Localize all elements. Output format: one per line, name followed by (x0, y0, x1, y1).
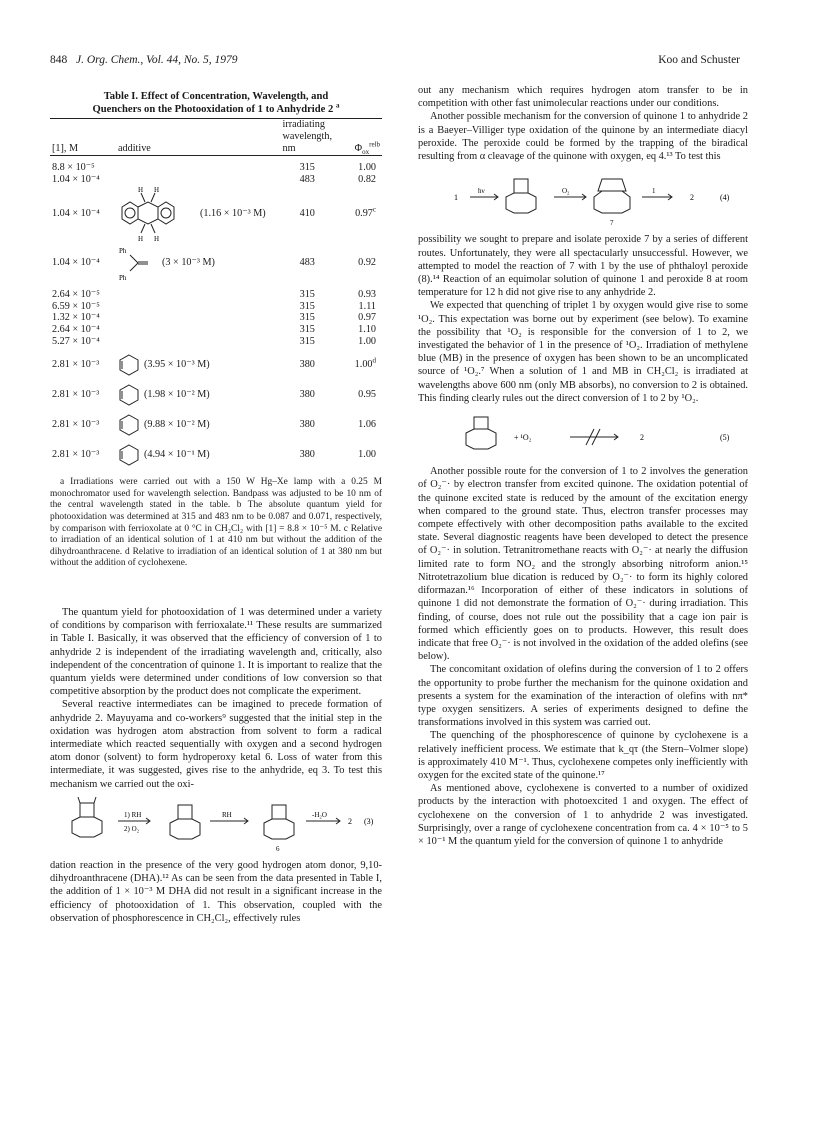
svg-text:(4): (4) (720, 193, 730, 203)
svg-text:(5): (5) (720, 433, 730, 443)
diacyl-peroxide-structure-icon (594, 179, 630, 213)
page-number: 848 (50, 54, 68, 66)
table-row: 1.04 × 10⁻⁴ Ph Ph (3 × 10⁻³ M) 483 0.92 (50, 243, 382, 283)
journal-citation: J. Org. Chem., Vol. 44, No. 5, 1979 (76, 54, 238, 66)
svg-text:hν: hν (478, 187, 485, 196)
step1-label: 2) O₂ (124, 824, 140, 833)
cyclohexene-structure-icon (118, 353, 140, 377)
product-label: 2 (348, 816, 352, 826)
paragraph: Another possible mechanism for the conversion of quinone 1 to anhydride 2 is a Baeyer–Villiger type oxidation of the quinone by an intermediate diacyl peroxide. The peroxide could be formed by the trapping of the biradical resulting from α cleavage of the quinone with oxygen, eq 4.¹³ To test this (418, 111, 748, 163)
col-conc: [1], M (50, 143, 116, 156)
paragraph: Another possible route for the conversion of 1 to 2 involves the generation of O₂⁻· by electron transfer from excited quinone. The oxidation potential of the quinone excited state is reduced by the amount of the excitation energy when compared to the ground state. Thus, electron transfer processes may compete effectively with other decomposition paths available to the excited state. Several diagnostic reagents have been developed to detect the presence of O₂⁻· in solution. Tetranitromethane reacts with O₂⁻· at nearly the diffusion limited rate to form NO₂ and the strongly absorbing nitroform anion.¹⁵ Nitrotetrazolium blue dication is reduced by O₂⁻· to form its highly colored diformazan.¹⁶ Incorporation of either of these indicators in solutions of quinone 1 did not demonstrate the formation of O₂⁻· during irradiation. This finding, of course, does not rule out the possibility that a cage ion pair is formed which efficiently goes on to products. However, this result does indicate that free O₂⁻· is not involved in the oxidation of the added olefins (see below). (418, 466, 748, 663)
svg-text:2: 2 (640, 433, 644, 443)
step1-label: 1) RH (124, 810, 142, 819)
table-row: 8.8 × 10⁻⁵ 315 1.00 (52, 162, 376, 173)
svg-text:Ph: Ph (119, 247, 127, 256)
svg-text:H: H (138, 186, 144, 195)
hydroperoxy-intermediate-icon (170, 805, 200, 839)
table-title: Table I. Effect of Concentration, Wavelength, and Quenchers on the Photooxidation of 1 to Anhydride 2 $^a$ (92, 91, 340, 115)
col-additive: additive (116, 143, 280, 156)
paragraph: The quantum yield for photooxidation of 1 was determined under a variety of conditions by comparison with ferrioxalate.¹¹ These results are summarized in Table I. Basically, it was observed that the efficiency of conversion of 1 to anhydride 2 is independent of the irradiating wavelength and, critically, also independent of the concentration of quinone 1. It is important to realize that the quantum yields were determined under conditions of low conversion so that competitive absorption by the product does not complicate the experiment. (50, 606, 382, 698)
compound-label: 6 (276, 844, 280, 853)
right-column (418, 84, 748, 848)
paragraph: dation reaction in the presence of the very good hydrogen atom donor, 9,10-dihydroanthracene (DHA).¹² As can be seen from the data presented in Table I, the addition of 1 × 10⁻³ M DHA did not result in a significant increase in the efficiency of photooxidation of 1. This observation, coupled with the observation of phosphorescence in CH₂Cl₂, effectively rules (50, 859, 382, 924)
paragraph: We expected that quenching of triplet 1 by oxygen would give rise to some ¹O₂. This expectation was borne out by experiment (see below). To examine the possibility that ¹O₂ is responsible for the conversion of 1 to 2, we investigated the behavior of 1 in the presence of ¹O₂. Irradiation of methylene blue (MB) in the presence of oxygen has been shown to be an uncomplicated source of ¹O₂.⁷ When a solution of 1 and MB in CH₂Cl₂ is irradiated at wavelengths above 600 nm (only MB absorbs), no conversion to 2 is obtained. This finding clearly rules out the direct conversion of 1 to 2 by ¹O₂. (418, 300, 748, 404)
svg-text:7: 7 (610, 219, 614, 228)
biradical-structure-icon (506, 179, 536, 213)
left-column (50, 84, 382, 925)
table-row: 6.59 × 10⁻⁵ 315 1.11 (52, 300, 376, 312)
paragraph: As mentioned above, cyclohexene is converted to a number of oxidized products by the interaction with photoexcited 1 and oxygen. The effect of cyclohexene on the conversion of 1 to anhydride 2 was investigated. Surprisingly, over a range of cyclohexene concentration from ca. 4 × 10⁻⁵ to 5 × 10⁻¹ M the quantum yield for the conversion of quinone 1 to anhydride (418, 783, 748, 847)
running-authors: Koo and Schuster (658, 54, 740, 66)
col-phi: $\Phi_{ox}^{relb}$ (334, 143, 382, 156)
svg-text:1: 1 (454, 193, 458, 203)
table-row: 2.64 × 10⁻⁴ 315 1.10 (52, 323, 376, 335)
table-row: 1.04 × 10⁻⁴ H H H H (1.16 × 10⁻³ M) 410 0.97$^c$ (52, 186, 376, 244)
table-row: 2.81 × 10⁻³ (1.98 × 10⁻² M) 380 0.95 (50, 377, 382, 407)
svg-text:O₂: O₂ (562, 187, 570, 196)
col-wavelength: nm (280, 143, 334, 156)
table-row: 1.32 × 10⁻⁴ 315 0.97 (52, 312, 376, 324)
paragraph: Several reactive intermediates can be imagined to precede formation of anhydride 2. Mayuyama and co-workers⁹ suggested that the initial step in the oxidation was hydrogen atom abstraction from solvent to form a radical intermediate which reacted sequentially with oxygen and a second hydrogen atom donor (solvent) to form hydroperoxy ketal 6. Loss of water from this intermediate, it was suggested, gives rise to the anhydride, eq 3. To test this mechanism we carried out the oxi- (50, 699, 382, 790)
results-table: irradiating wavelength, [1], M additive nm $\Phi_{ox}^{relb}$ 8.8 × 10⁻⁵ 315 1.00 1.04 × 10⁻⁴ 483 0.82 1.04 × 10⁻⁴ H H H H (1.16 × 10⁻³ M) 410 0.97$^c$ 1.04 × 10⁻⁴ Ph Ph (3 × 10⁻³ M) 483 0.92 2.64 × 10⁻⁵ 315 0.93 6.59 × 10⁻⁵ 315 1.11 1.32 × 10⁻⁴ 315 0.97 2.64 × 10⁻⁴ 315 1.10 5.27 × 10⁻⁴ 315 1.00 2.81 × 10⁻³ (3.95 × 10⁻³ M) 380 1.00$^d$ 2.81 × 10⁻³ (1.98 × 10⁻² M) 380 0.95 2.81 × 10⁻³ (9.88 × 10⁻² M) 380 1.06 2.81 × 10⁻³ (4.94 × 10⁻¹ M) 380 1.00 (50, 118, 382, 467)
table-row: 2.81 × 10⁻³ (9.88 × 10⁻² M) 380 1.06 (50, 407, 382, 437)
table-row: 2.81 × 10⁻³ (4.94 × 10⁻¹ M) 380 1.00 (50, 437, 382, 467)
step3-label: -H₂O (312, 810, 327, 819)
cyclohexene-structure-icon (118, 443, 140, 467)
table-row: 5.27 × 10⁻⁴ 315 1.00 (52, 335, 376, 347)
equation-5-scheme (418, 405, 748, 461)
cyclohexene-structure-icon (118, 383, 140, 407)
quinone-structure-icon (466, 417, 496, 449)
paragraph: possibility we sought to prepare and isolate peroxide 7 by a series of different routes. Unfortunately, they were all spectacularly unsuccessful. However, we attempted to model the reaction of 7 with 1 by the use of phthaloyl peroxide (8).¹⁴ Reaction of an equimolar solution of quinone 1 and peroxide 8 at room temperature for 12 h did not give rise to any anhydride 2. (418, 234, 748, 299)
paragraph: The quenching of the phosphorescence of quinone by cyclohexene is a relatively inefficient process. We estimate that k_qτ (the Stern–Volmer slope) is approximately 410 M⁻¹. Thus, cyclohexene competes only inefficiently with oxygen for the excited state of the quinone.¹⁷ (418, 730, 748, 781)
running-header (50, 54, 740, 70)
paragraph: The concomitant oxidation of olefins during the conversion of 1 to 2 offers the opportunity to probe further the mechanism for the quinone oxidation and presents a system for the examination of the interaction of olefins with nπ* type oxygen sensitizers. A series of experiments designed to define the transformations involved in this system was carried out. (418, 664, 748, 729)
hydroperoxy-ketal-icon (264, 805, 294, 839)
paragraph: out any mechanism which requires hydrogen atom transfer to be in competition with other fast unimolecular reactions under our conditions. (418, 85, 748, 110)
equation-3-scheme (50, 791, 382, 855)
svg-text:+ ¹O₂: + ¹O₂ (514, 433, 532, 443)
step2-label: RH (222, 810, 232, 819)
svg-text:Ph: Ph (119, 274, 127, 283)
svg-text:H: H (154, 235, 160, 244)
table-row: 2.81 × 10⁻³ (3.95 × 10⁻³ M) 380 1.00$^d$ (50, 347, 382, 377)
equation-4-scheme (418, 163, 748, 229)
table-footnotes: a Irradiations were carried out with a 150 W Hg–Xe lamp with a 0.25 M monochromator used for wavelength selection. Bandpass was adjusted to be 10 nm of the central wavelength stated in the table. b The absolute quantum yield for photooxidation was determined at 315 and 483 nm to be 0.087 and 0.071, respectively, by comparison with ferrioxolate at 0 °C in CH₂Cl₂ with [1] = 8.8 × 10⁻⁵ M. c Relative to irradiation of an identical solution of 1 at 410 nm but without the addition of the dihydroanthracene. d Relative to irradiation of an identical solution of 1 at 380 nm but without the addition of cyclohexene. (50, 477, 382, 569)
cyclohexene-structure-icon (118, 413, 140, 437)
svg-text:1: 1 (652, 187, 656, 196)
dihydroanthracene-structure-icon (118, 185, 196, 243)
diphenylethylene-structure-icon (118, 243, 158, 283)
svg-text:H: H (154, 186, 160, 195)
equation-number: (3) (364, 816, 374, 826)
table-row: 2.64 × 10⁻⁵ 315 0.93 (52, 289, 376, 301)
no-reaction-arrow (570, 429, 618, 445)
table-row: 1.04 × 10⁻⁴ 483 0.82 (52, 173, 376, 185)
svg-text:H: H (138, 235, 144, 244)
quinone-structure-icon (72, 797, 102, 837)
svg-text:2: 2 (690, 193, 694, 203)
